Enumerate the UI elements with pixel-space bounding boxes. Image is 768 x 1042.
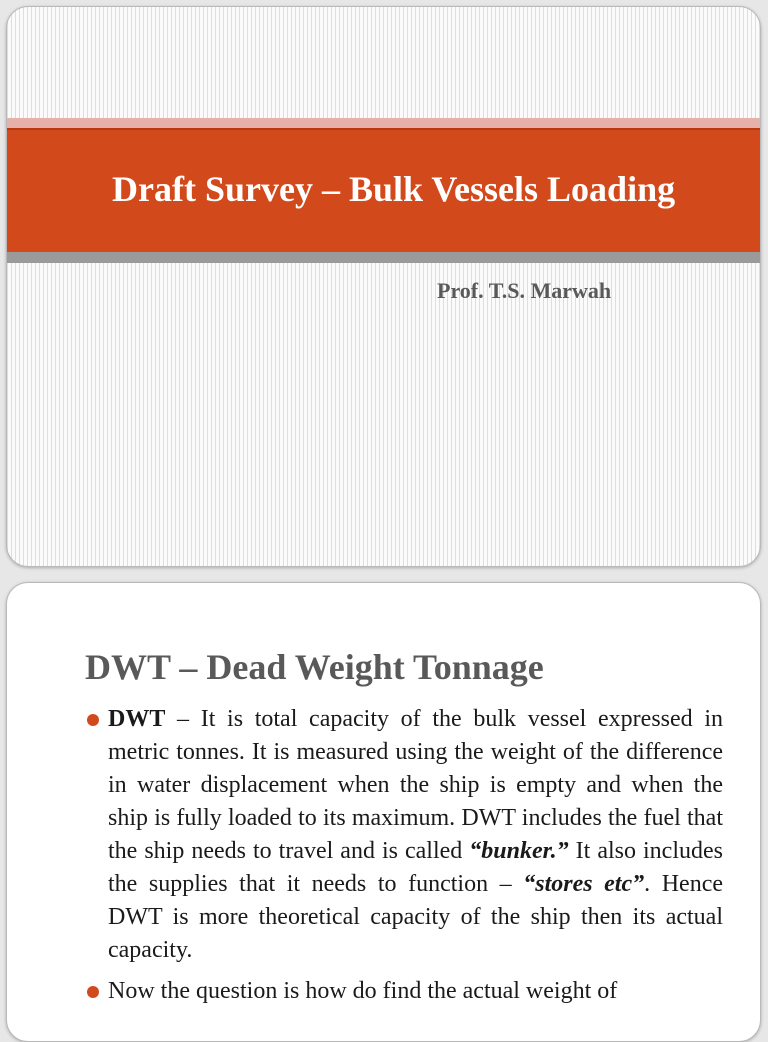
bullet-list — [83, 703, 723, 1016]
list-item — [83, 975, 723, 1008]
list-item — [83, 703, 723, 967]
content-slide — [6, 582, 761, 1042]
slide-author: Prof. T.S. Marwah — [437, 278, 612, 303]
bunker-term: “bunker.” — [469, 838, 569, 864]
slide-title: Draft Survey – Bulk Vessels Loading — [112, 169, 676, 209]
dwt-definition-text: – It is total capacity of the bulk vessel expressed in metric tonnes. It is measured using the weight of the difference in water displacement when the ship is empty and when the ship is fully loaded to its maximum. DWT includes the fuel that the ship needs to travel and is called — [108, 706, 723, 864]
title-band-top-accent — [7, 118, 760, 128]
bullet-dot-icon — [87, 986, 99, 998]
dwt-term: DWT — [108, 706, 166, 732]
question-text: Now the question is how do find the actual weight of — [108, 978, 618, 1004]
supplies-text: It also includes the supplies that it needs to function – — [108, 838, 723, 897]
title-band-bottom-divider — [7, 252, 760, 263]
stores-term: “stores etc” — [523, 871, 645, 897]
conclusion-text: . Hence DWT is more theoretical capacity of the ship then its actual capacity. — [108, 871, 723, 963]
bullet-dot-icon — [87, 714, 99, 726]
slide-heading: DWT – Dead Weight Tonnage — [85, 647, 544, 687]
title-slide — [6, 6, 761, 567]
